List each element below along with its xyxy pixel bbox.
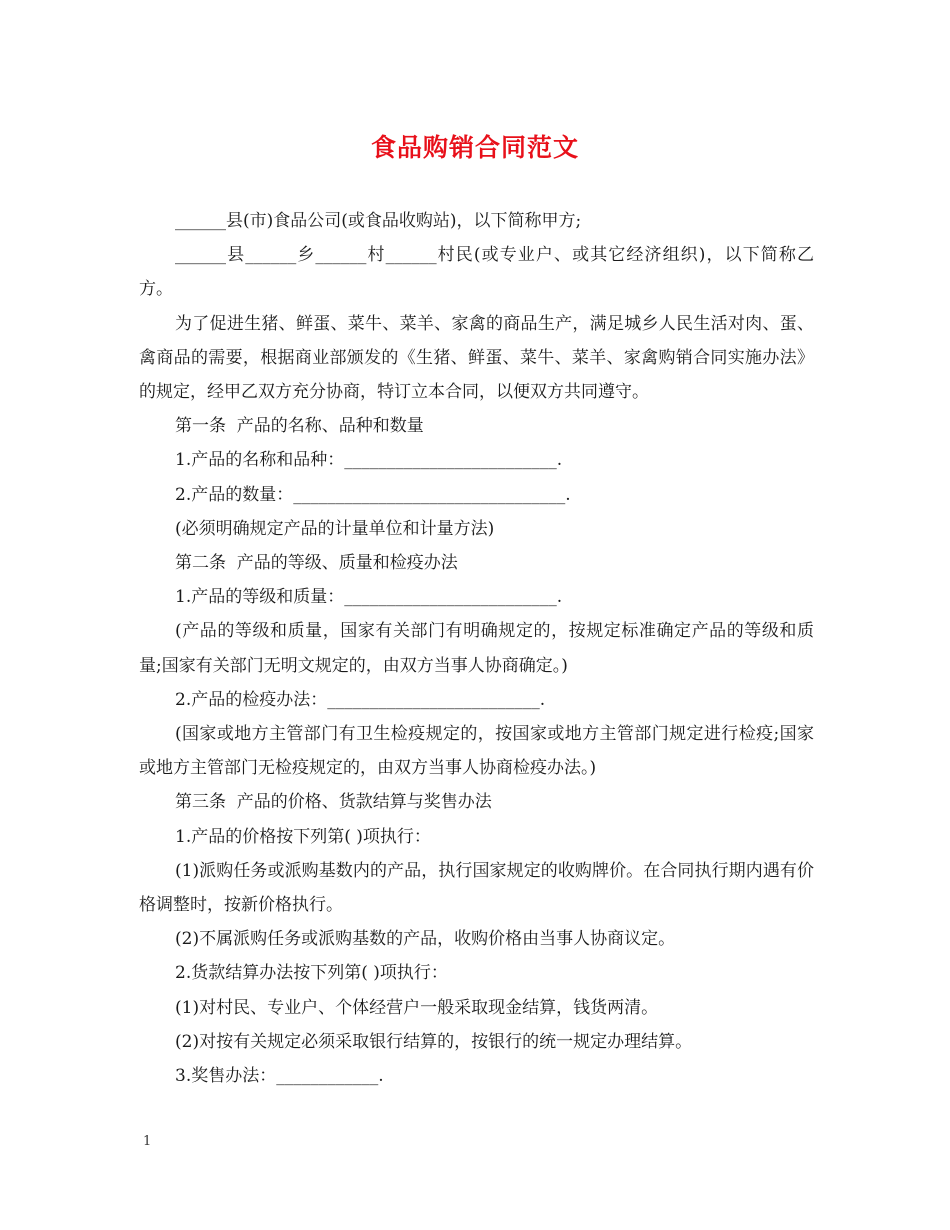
article-2-item-2: 2.产品的检疫办法：_________________________. (175, 689, 546, 710)
article-2-item-1: 1.产品的等级和质量：_________________________. (175, 587, 563, 608)
article-2-heading: 第二条 产品的等级、质量和检疫办法 (175, 553, 458, 574)
page-number: 1 (143, 1134, 152, 1149)
article-3-item-1: 1.产品的价格按下列第( )项执行： (175, 826, 431, 847)
paragraph-party-a: ______县(市)食品公司(或食品收购站)，以下简称甲方; (175, 211, 582, 231)
article-1-note: (必须明确规定产品的计量单位和计量方法) (175, 518, 495, 539)
article-3-item-1-option-1: (1)派购任务或派购基数内的产品，执行国家规定的收购牌价。在合同执行期内遇有价格调整时，按新价格执行。 (139, 860, 814, 916)
article-3-item-2-option-2: (2)对按有关规定必须采取银行结算的，按银行的统一规定办理结算。 (175, 1031, 693, 1052)
article-3-item-2: 2.货款结算办法按下列第( )项执行： (175, 963, 448, 984)
article-3-item-1-option-2: (2)不属派购任务或派购基数的产品，收购价格由当事人协商议定。 (175, 929, 676, 950)
article-1-item-2: 2.产品的数量：________________________________. (175, 484, 571, 505)
article-3-heading: 第三条 产品的价格、货款结算与奖售办法 (175, 792, 492, 813)
article-3-item-3: 3.奖售办法：____________. (175, 1066, 384, 1087)
article-1-heading: 第一条 产品的名称、品种和数量 (175, 416, 424, 437)
article-3-item-2-option-1: (1)对村民、专业户、个体经营户一般采取现金结算，钱货两清。 (175, 997, 659, 1018)
article-2-note-1: (产品的等级和质量，国家有关部门有明确规定的，按规定标准确定产品的等级和质量;国家有关部门无明文规定的，由双方当事人协商确定。) (139, 621, 814, 676)
document-body (139, 204, 814, 1093)
paragraph-preamble: 为了促进生猪、鲜蛋、菜牛、菜羊、家禽的商品生产，满足城乡人民生活对肉、蛋、禽商品的需要，根据商业部颁发的《生猪、鲜蛋、菜牛、菜羊、家禽购销合同实施办法》的规定，经甲乙双方充分协商，特订立本合同，以便双方共同遵守。 (139, 313, 814, 403)
paragraph-party-b: ______县______乡______村______村民(或专业户、或其它经济组织)，以下简称乙方。 (139, 245, 814, 300)
document-title: 食品购销合同范文 (370, 133, 579, 162)
article-1-item-1: 1.产品的名称和品种：_________________________. (175, 450, 563, 471)
article-2-note-2: (国家或地方主管部门有卫生检疫规定的，按国家或地方主管部门规定进行检疫;国家或地方主管部门无检疫规定的，由双方当事人协商检疫办法。) (139, 724, 814, 779)
